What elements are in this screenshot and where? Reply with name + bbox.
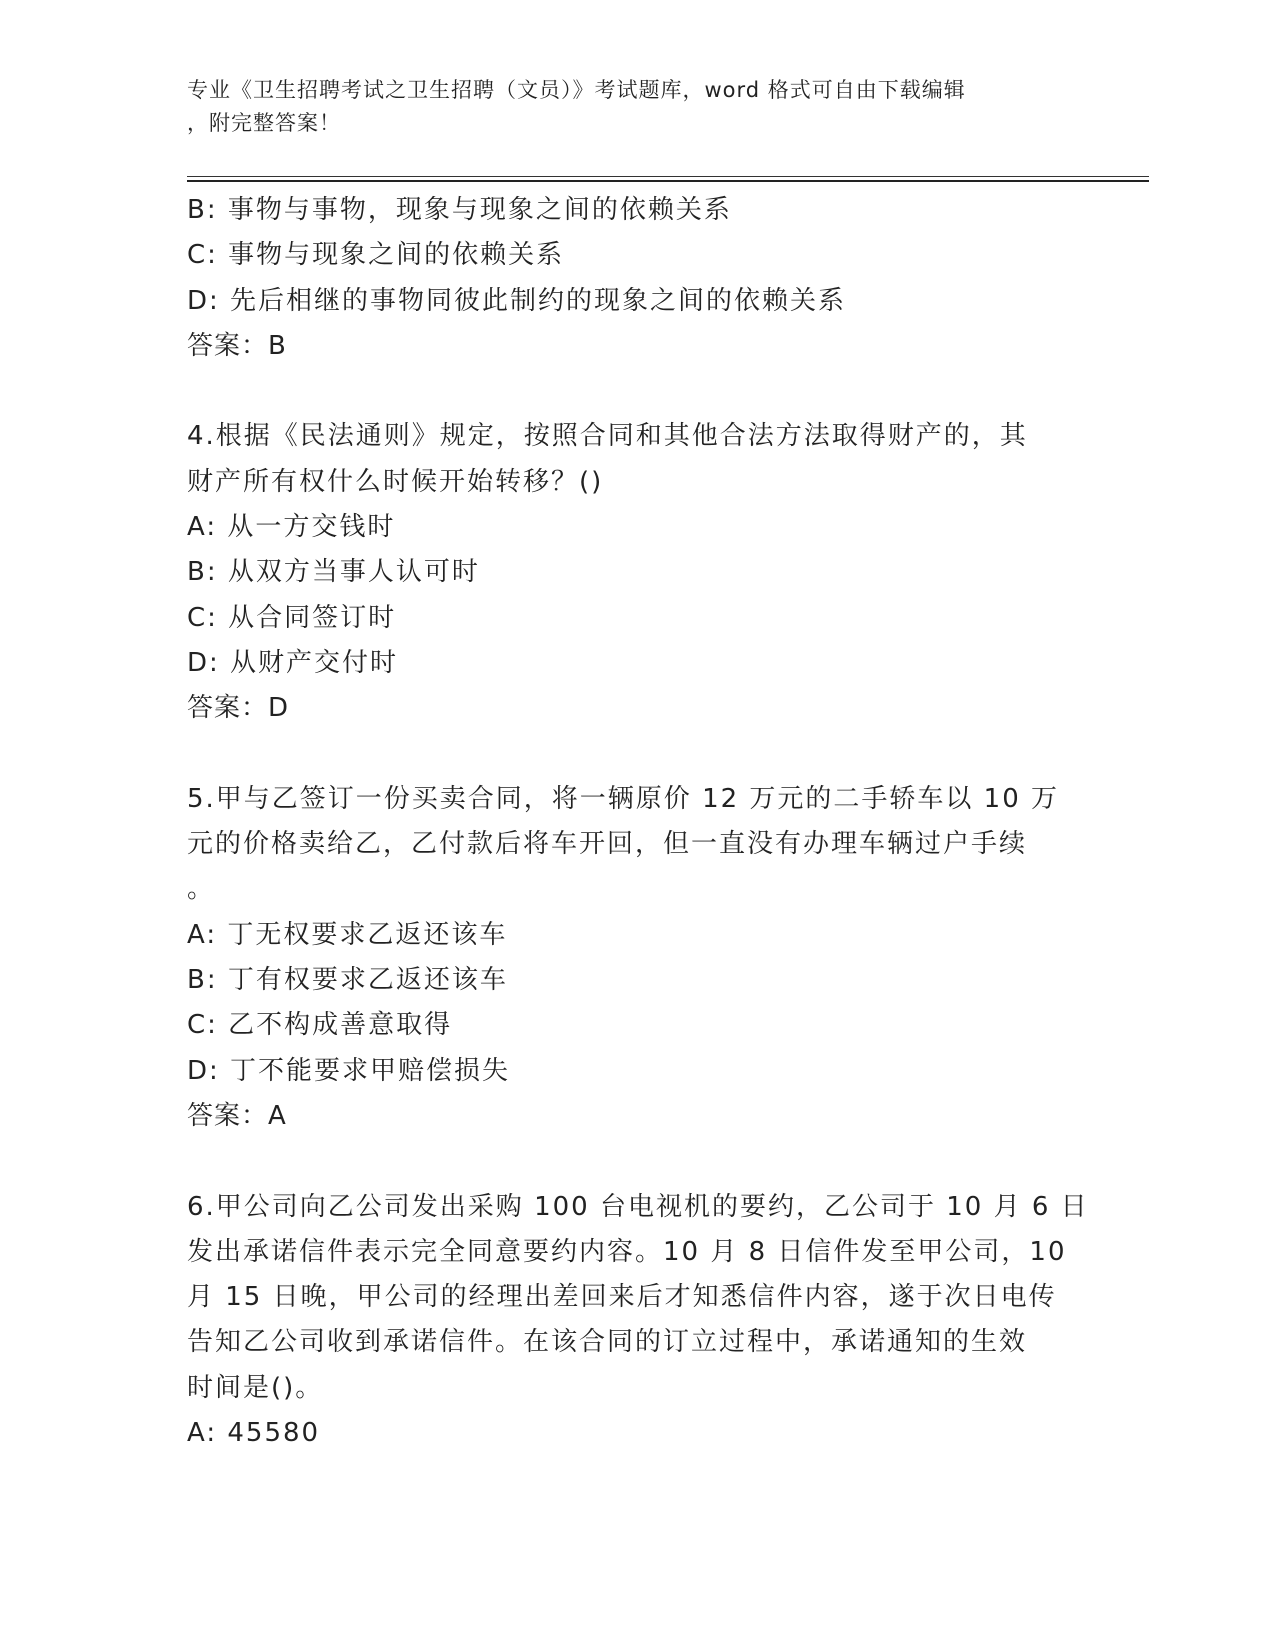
q4-option-c: C: 从合同签订时	[187, 602, 397, 633]
q5-stem-line-2: 元的价格卖给乙，乙付款后将车开回，但一直没有办理车辆过户手续	[187, 829, 1028, 860]
spacer	[187, 369, 1067, 414]
question-6	[187, 1185, 1089, 1457]
spacer	[187, 732, 1067, 777]
q5-option-a: A: 丁无权要求乙返还该车	[187, 919, 508, 950]
q3-option-b: B: 事物与事物，现象与现象之间的依赖关系	[187, 195, 732, 225]
q5-answer: 答案：A	[187, 1100, 287, 1131]
q4-stem-line-2: 财产所有权什么时候开始转移？()	[187, 466, 604, 497]
q6-stem-line-2: 发出承诺信件表示完全同意要约内容。10 月 8 日信件发至甲公司，10	[187, 1236, 1067, 1267]
header-divider-thin	[187, 176, 1149, 177]
q6-stem-line-1: 6.甲公司向乙公司发出采购 100 台电视机的要约，乙公司于 10 月 6 日	[187, 1191, 1089, 1222]
q5-option-b: B: 丁有权要求乙返还该车	[187, 965, 508, 996]
question-list	[187, 188, 1089, 1456]
q4-option-b: B: 从双方当事人认可时	[187, 557, 480, 588]
q5-stem-line-1: 5.甲与乙签订一份买卖合同，将一辆原价 12 万元的二手轿车以 10 万	[187, 783, 1060, 814]
q6-stem-line-5: 时间是()。	[187, 1372, 324, 1403]
q5-option-d: D: 丁不能要求甲赔偿损失	[187, 1055, 511, 1086]
q3-answer: 答案：B	[187, 330, 287, 361]
q6-stem-line-4: 告知乙公司收到承诺信件。在该合同的订立过程中，承诺通知的生效	[187, 1327, 1028, 1358]
q6-option-a: A: 45580	[187, 1418, 321, 1449]
q3-option-d: D: 先后相继的事物同彼此制约的现象之间的依赖关系	[187, 285, 847, 316]
q4-stem-line-1: 4.根据《民法通则》规定，按照合同和其他合法方法取得财产的，其	[187, 421, 1028, 452]
q4-option-d: D: 从财产交付时	[187, 647, 399, 678]
header-line-2: ，附完整答案！	[187, 111, 341, 135]
question-4	[187, 414, 1067, 731]
question-5	[187, 777, 1067, 1139]
page-header	[187, 74, 1067, 140]
header-line-1: 专业《卫生招聘考试之卫生招聘（文员）》考试题库，word 格式可自由下载编辑	[187, 78, 966, 102]
q3-option-c: C: 事物与现象之间的依赖关系	[187, 240, 565, 271]
q5-option-c: C: 乙不构成善意取得	[187, 1010, 453, 1041]
header-divider-thick	[187, 180, 1149, 182]
q4-answer: 答案：D	[187, 693, 290, 724]
q5-stem-line-3: 。	[187, 874, 216, 905]
question-3	[187, 188, 1067, 369]
q6-stem-line-3: 月 15 日晚，甲公司的经理出差回来后才知悉信件内容，遂于次日电传	[187, 1282, 1057, 1313]
q4-option-a: A: 从一方交钱时	[187, 512, 396, 543]
spacer	[187, 1139, 1067, 1184]
